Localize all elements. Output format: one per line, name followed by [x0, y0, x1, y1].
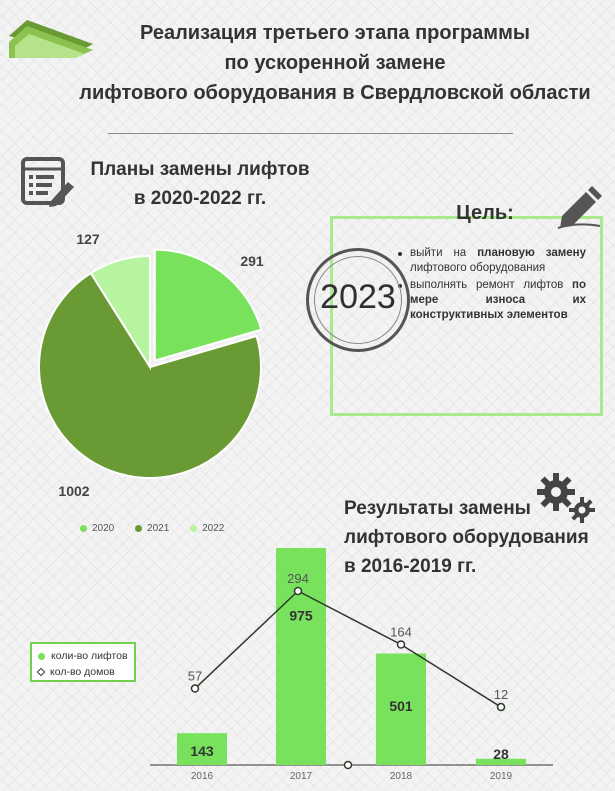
pie-label-2021: 1002 — [58, 483, 90, 499]
document-edit-icon — [20, 156, 76, 208]
legend-item-lifts: коли-во лифтов — [38, 648, 134, 664]
legend-item-houses: кол-во домов — [38, 664, 134, 680]
pencil-icon — [556, 186, 604, 230]
x-tick-2019: 2019 — [489, 771, 513, 782]
x-tick-2017: 2017 — [289, 771, 313, 782]
goal-item-2: выполнять ремонт лифтов по мере износа их конструктивных элементов — [410, 279, 586, 321]
line-point-2016 — [192, 685, 199, 692]
goal-item-1: выйти на плановую замену лифтового оборудования — [410, 247, 586, 274]
pie-label-2022: 127 — [76, 231, 100, 247]
x-tick-2018: 2018 — [389, 771, 413, 782]
bar-legend — [30, 642, 136, 682]
legend-item-2022: 2022 — [190, 523, 224, 534]
goal-title: Цель: — [456, 202, 514, 224]
axis-marker — [345, 762, 352, 769]
results-title: Результаты замены лифтового оборудования в 2016-2019 гг. — [344, 498, 589, 577]
bar-value-2016: 143 — [190, 743, 214, 759]
legend-item-2021: 2021 — [135, 523, 169, 534]
bar-value-2019: 28 — [493, 746, 509, 762]
legend-item-2020: 2020 — [80, 523, 114, 534]
page-title: Реализация третьего этапа программы по ускоренной замене лифтового оборудования в Свердловской области — [79, 22, 591, 104]
divider — [108, 133, 513, 134]
line-label-2019: 12 — [493, 687, 509, 703]
line-point-2018 — [398, 641, 405, 648]
x-tick-2016: 2016 — [190, 771, 214, 782]
line-label-2018: 164 — [390, 624, 412, 640]
plans-title: Планы замены лифтов в 2020-2022 гг. — [90, 159, 310, 209]
pie-label-2020: 291 — [240, 253, 264, 269]
pie-chart — [0, 230, 300, 520]
line-point-2017 — [295, 588, 302, 595]
goal-list — [410, 246, 586, 325]
line-label-2016: 57 — [187, 668, 203, 684]
pie-legend — [80, 523, 242, 535]
line-point-2019 — [498, 704, 505, 711]
line-label-2017: 294 — [287, 571, 309, 586]
bar-value-2017: 975 — [289, 607, 313, 624]
houses-line — [195, 591, 501, 707]
target-year: 2023 — [320, 278, 396, 316]
bar-value-2018: 501 — [389, 698, 413, 715]
